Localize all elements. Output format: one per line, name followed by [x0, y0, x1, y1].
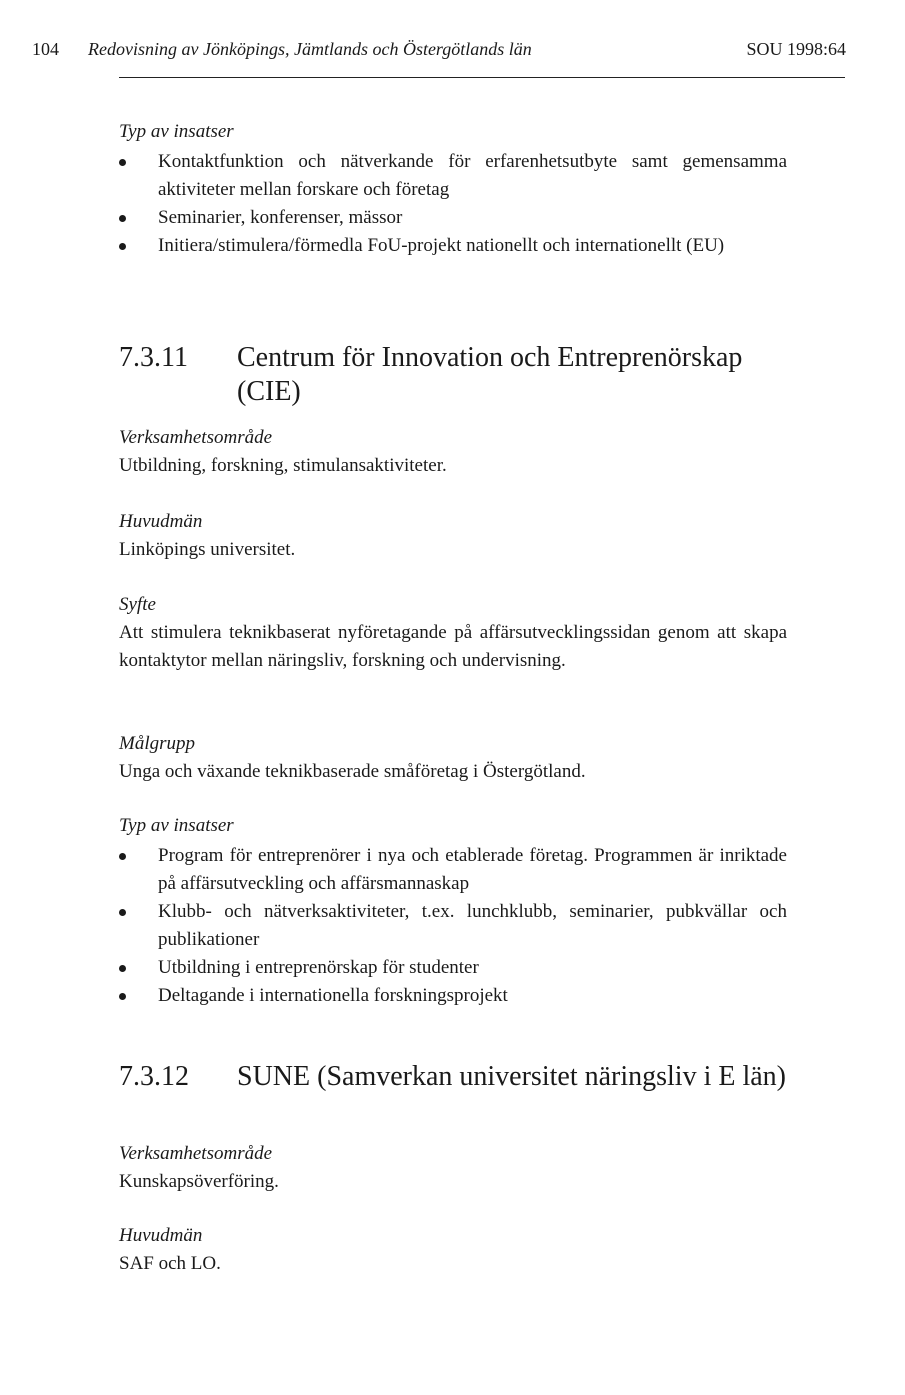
- list-item: Deltagande i internationella forskningsprojekt: [119, 982, 787, 1010]
- cie-syfte: [119, 591, 787, 675]
- cie-bullet-list: [119, 842, 787, 1010]
- page-number: 104: [32, 39, 59, 59]
- sune-verksamhet: [119, 1140, 787, 1196]
- list-item: Seminarier, konferenser, mässor: [119, 204, 787, 232]
- list-item: Utbildning i entreprenörskap för studenter: [119, 954, 787, 982]
- huvudman-heading: Huvudmän: [119, 1225, 203, 1246]
- list-item: Program för entreprenörer i nya och etablerade företag. Programmen är inriktade på affärsutveckling och affärsmannaskap: [119, 842, 787, 898]
- page-header: [32, 34, 846, 64]
- cie-malgrupp: [119, 730, 787, 786]
- intro-bullet-list: [119, 148, 787, 260]
- document-id: SOU 1998:64: [746, 39, 846, 59]
- running-title: Redovisning av Jönköpings, Jämtlands och Östergötlands län: [88, 39, 532, 59]
- verksamhet-heading: Verksamhetsområde: [119, 427, 273, 448]
- verksamhet-text: Kunskapsöverföring.: [119, 1171, 279, 1192]
- malgrupp-heading: Målgrupp: [119, 733, 195, 754]
- section-title: SUNE (Samverkan universitet näringsliv i E län): [237, 1061, 786, 1092]
- verksamhet-text: Utbildning, forskning, stimulansaktiviteter.: [119, 455, 447, 476]
- cie-insatser: [119, 812, 787, 1010]
- intro-insatser-heading: Typ av insatser: [119, 121, 234, 142]
- list-item: Kontaktfunktion och nätverkande för erfarenhetsutbyte samt gemensamma aktiviteter mellan forskare och företag: [119, 148, 787, 204]
- huvudman-heading: Huvudmän: [119, 511, 203, 532]
- section-title: Centrum för Innovation och Entreprenörskap (CIE): [237, 342, 743, 407]
- header-rule: [119, 77, 845, 78]
- section-number: 7.3.11: [119, 342, 188, 373]
- huvudman-text: Linköpings universitet.: [119, 539, 296, 560]
- intro-insatser: [119, 118, 787, 260]
- sune-huvudman: [119, 1222, 787, 1278]
- section-number: 7.3.12: [119, 1061, 189, 1092]
- cie-verksamhet: [119, 424, 787, 480]
- insatser-heading: Typ av insatser: [119, 815, 234, 836]
- list-item: Initiera/stimulera/förmedla FoU-projekt nationellt och internationellt (EU): [119, 232, 787, 260]
- cie-huvudman: [119, 508, 787, 564]
- syfte-text: Att stimulera teknikbaserat nyföretagande på affärsutvecklingssidan genom att skapa kontaktytor mellan näringsliv, forskning och undervisning.: [119, 622, 787, 671]
- huvudman-text: SAF och LO.: [119, 1253, 221, 1274]
- verksamhet-heading: Verksamhetsområde: [119, 1143, 273, 1164]
- syfte-heading: Syfte: [119, 594, 156, 615]
- list-item: Klubb- och nätverksaktiviteter, t.ex. lunchklubb, seminarier, pubkvällar och publikationer: [119, 898, 787, 954]
- malgrupp-text: Unga och växande teknikbaserade småföretag i Östergötland.: [119, 761, 586, 782]
